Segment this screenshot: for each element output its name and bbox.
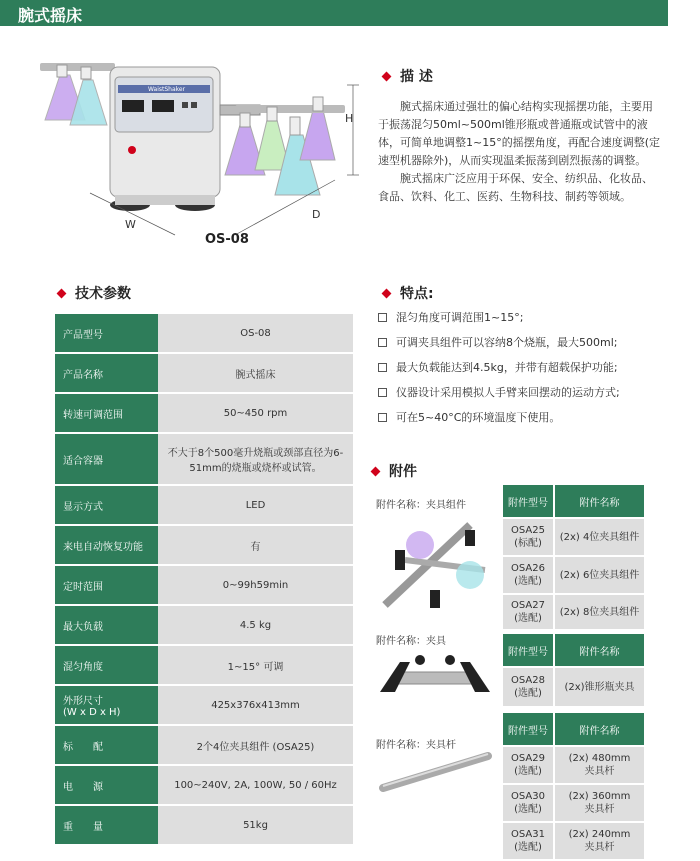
description-heading: 描 述 <box>383 66 433 86</box>
accessory-name: (2x) 4位夹具组件 <box>555 519 644 555</box>
spec-value: 不大于8个500毫升烧瓶或颈部直径为6-51mm的烧瓶或烧杯或试管。 <box>158 434 353 484</box>
spec-value: 1~15° 可调 <box>158 646 353 684</box>
spec-key: 产品名称 <box>55 354 158 392</box>
checkbox-icon <box>378 388 387 397</box>
bullet-diamond-icon <box>57 288 67 298</box>
accessory-name: (2x) 6位夹具组件 <box>555 557 644 593</box>
feature-text: 可在5~40°C的环境温度下使用。 <box>396 411 561 424</box>
accessory-col-name: 附件名称 <box>555 634 644 666</box>
accessory-row <box>503 519 644 555</box>
accessory-group-label: 附件名称：夹具杆 <box>376 740 456 751</box>
clamp-rod-image <box>378 748 498 798</box>
brand-text: WaistShaker <box>148 86 186 93</box>
description-paragraph: 腕式摇床广泛应用于环保、安全、纺织品、化妆品、食品、饮料、化工、医药、生物科技、制药等领域。 <box>378 172 653 203</box>
accessory-row <box>503 785 644 821</box>
spec-key: 适合容器 <box>55 434 158 484</box>
page-title: 腕式摇床 <box>18 6 83 25</box>
spec-row <box>55 686 353 724</box>
accessory-table-clamp-rod <box>501 711 646 861</box>
spec-key: 混匀角度 <box>55 646 158 684</box>
spec-row <box>55 726 353 764</box>
spec-value: 50~450 rpm <box>158 394 353 432</box>
spec-row <box>55 394 353 432</box>
bullet-diamond-icon <box>371 466 381 476</box>
dim-w-label: W <box>125 218 136 231</box>
spec-value: LED <box>158 486 353 524</box>
spec-row <box>55 354 353 392</box>
bullet-diamond-icon <box>382 71 392 81</box>
accessory-group-label: 附件名称：夹具组件 <box>376 500 466 511</box>
accessory-model: OSA31 (选配) <box>503 823 553 859</box>
spec-row <box>55 526 353 564</box>
bullet-diamond-icon <box>382 288 392 298</box>
spec-value: 0~99h59min <box>158 566 353 604</box>
feature-text: 混匀角度可调范围1~15°; <box>396 311 524 324</box>
spec-key: 标 配 <box>55 726 158 764</box>
features-heading: 特点: <box>383 283 434 303</box>
spec-key: 产品型号 <box>55 314 158 352</box>
accessory-table-clamp-assembly <box>501 483 646 631</box>
accessory-row <box>503 595 644 629</box>
spec-value: 腕式摇床 <box>158 354 353 392</box>
feature-item <box>378 384 668 409</box>
accessory-name: (2x) 360mm 夹具杆 <box>555 785 644 821</box>
checkbox-icon <box>378 363 387 372</box>
spec-key: 显示方式 <box>55 486 158 524</box>
specs-table <box>55 312 353 846</box>
spec-row <box>55 314 353 352</box>
accessory-header-row <box>503 485 644 517</box>
accessory-col-model: 附件型号 <box>503 713 553 745</box>
description-text <box>378 98 662 206</box>
spec-value: 有 <box>158 526 353 564</box>
clamp-image <box>375 652 495 702</box>
checkbox-icon <box>378 338 387 347</box>
right-flask-group <box>225 97 345 195</box>
spec-key: 外形尺寸 (W x D x H) <box>55 686 158 724</box>
description-paragraph: 腕式摇床通过强壮的偏心结构实现摇摆功能，主要用于振荡混匀50ml~500ml锥形瓶或普通瓶或试管中的液体，可简单地调整1~15°的摇摆角度，再配合速度调整(定速型机器除外)，从而实现温柔振荡到剧烈振荡的调整。 <box>378 100 661 167</box>
accessory-col-name: 附件名称 <box>555 713 644 745</box>
accessory-model: OSA30 (选配) <box>503 785 553 821</box>
accessory-header-row <box>503 713 644 745</box>
checkbox-icon <box>378 313 387 322</box>
accessory-row <box>503 823 644 859</box>
spec-key: 重 量 <box>55 806 158 844</box>
specs-heading: 技术参数 <box>58 283 131 303</box>
accessory-group-label: 附件名称：夹具 <box>376 636 446 647</box>
spec-row <box>55 606 353 644</box>
feature-text: 可调夹具组件可以容纳8个烧瓶，最大500ml; <box>396 336 618 349</box>
accessory-col-model: 附件型号 <box>503 485 553 517</box>
spec-value: 4.5 kg <box>158 606 353 644</box>
accessory-row <box>503 668 644 706</box>
feature-item <box>378 309 668 334</box>
accessory-model: OSA25 (标配) <box>503 519 553 555</box>
accessories-heading: 附件 <box>372 461 417 481</box>
accessory-name: (2x) 8位夹具组件 <box>555 595 644 629</box>
accessory-col-name: 附件名称 <box>555 485 644 517</box>
left-flask-group <box>40 63 115 125</box>
spec-key: 电 源 <box>55 766 158 804</box>
accessory-model: OSA29 (选配) <box>503 747 553 783</box>
spec-value: 425x376x413mm <box>158 686 353 724</box>
spec-row <box>55 434 353 484</box>
accessory-model: OSA26 (选配) <box>503 557 553 593</box>
spec-key: 定时范围 <box>55 566 158 604</box>
feature-text: 仪器设计采用模拟人手臂来回摆动的运动方式; <box>396 386 620 399</box>
accessory-model: OSA28 (选配) <box>503 668 553 706</box>
header-bar <box>0 0 668 26</box>
dim-d-label: D <box>312 208 321 221</box>
accessory-header-row <box>503 634 644 666</box>
checkbox-icon <box>378 413 387 422</box>
accessory-name: (2x) 480mm 夹具杆 <box>555 747 644 783</box>
accessory-model: OSA27 (选配) <box>503 595 553 629</box>
spec-value: 51kg <box>158 806 353 844</box>
spec-row <box>55 766 353 804</box>
accessory-name: (2x)锥形瓶夹具 <box>555 668 644 706</box>
spec-row <box>55 646 353 684</box>
features-list <box>378 309 668 434</box>
shaker-body <box>110 67 220 211</box>
clamp-assembly-image <box>375 510 495 620</box>
accessory-row <box>503 557 644 593</box>
spec-row <box>55 566 353 604</box>
product-image <box>35 55 365 255</box>
accessory-row <box>503 747 644 783</box>
spec-key: 最大负载 <box>55 606 158 644</box>
spec-key: 转速可调范围 <box>55 394 158 432</box>
spec-value: 2个4位夹具组件 (OSA25) <box>158 726 353 764</box>
accessory-col-model: 附件型号 <box>503 634 553 666</box>
feature-item <box>378 334 668 359</box>
feature-item <box>378 359 668 384</box>
accessory-table-clamp <box>501 632 646 708</box>
dim-h-label: H <box>345 112 354 125</box>
spec-row <box>55 486 353 524</box>
feature-item <box>378 409 668 434</box>
spec-key: 来电自动恢复功能 <box>55 526 158 564</box>
spec-value: 100~240V, 2A, 100W, 50 / 60Hz <box>158 766 353 804</box>
feature-text: 最大负载能达到4.5kg，并带有超载保护功能; <box>396 361 618 374</box>
spec-row <box>55 806 353 844</box>
accessory-name: (2x) 240mm 夹具杆 <box>555 823 644 859</box>
spec-value: OS-08 <box>158 314 353 352</box>
model-label: OS-08 <box>205 232 249 247</box>
